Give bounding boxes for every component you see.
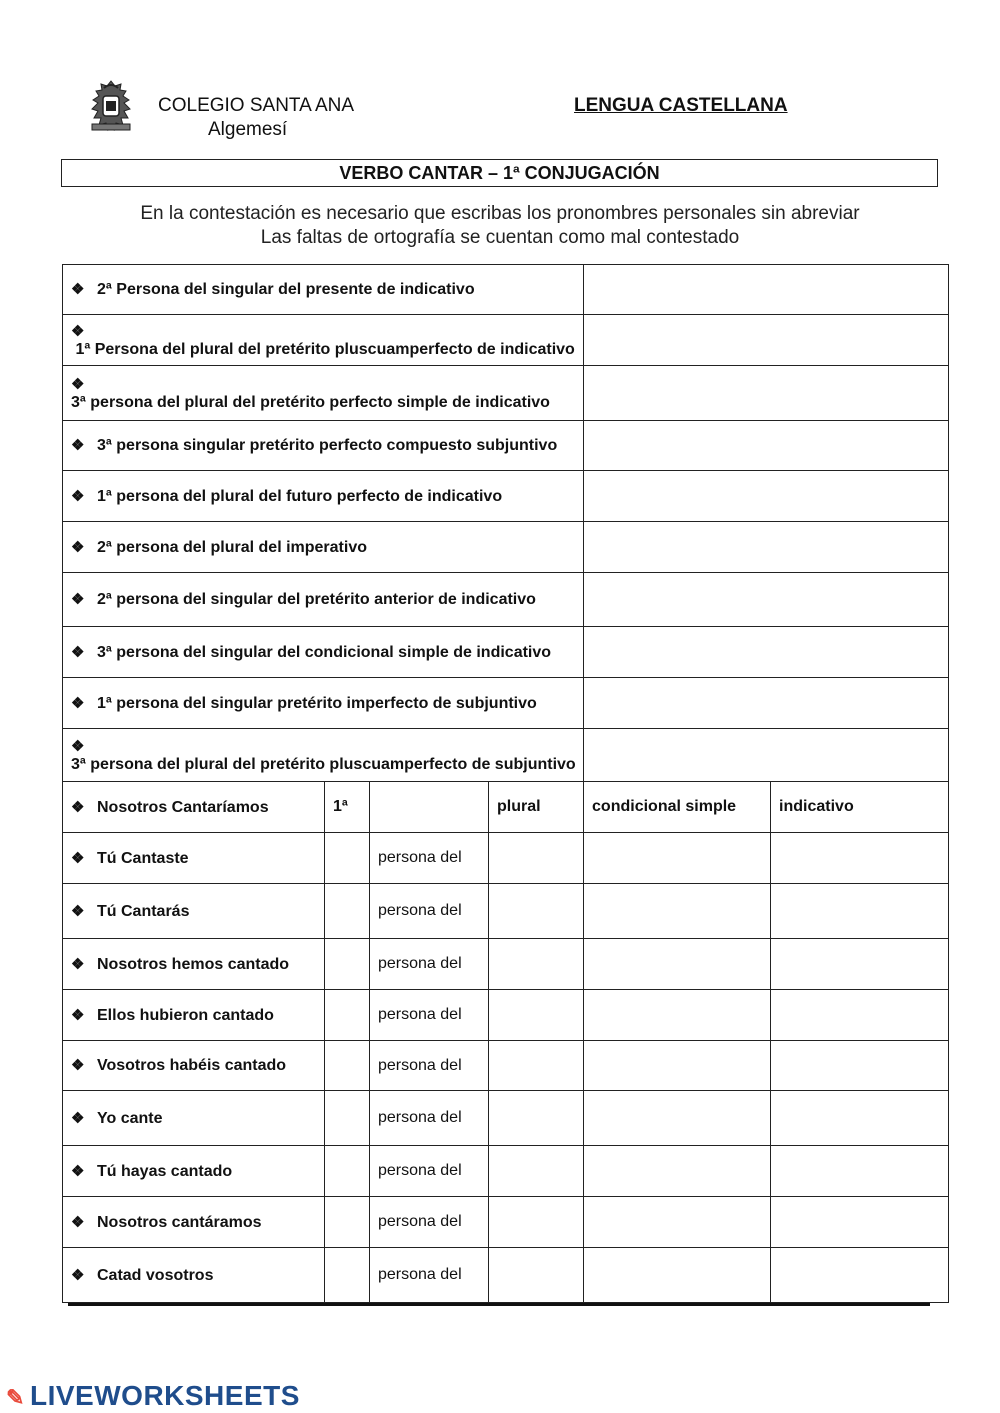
question-cell (63, 627, 584, 678)
numero-cell[interactable] (489, 1091, 584, 1146)
question-row (63, 315, 949, 366)
numero-cell[interactable] (489, 884, 584, 939)
question-text: 3ª persona del plural del pretérito perfecto simple de indicativo (71, 393, 550, 411)
answer-cell[interactable] (584, 366, 949, 421)
diamond-bullet-icon: ❖ (71, 1213, 85, 1231)
tiempo-cell[interactable]: condicional simple (584, 782, 771, 833)
diamond-bullet-icon: ❖ (71, 955, 85, 973)
question-cell (63, 265, 584, 315)
persona-label-cell: persona del (370, 833, 489, 884)
question-row (63, 678, 949, 729)
persona-cell[interactable] (325, 833, 370, 884)
verb-form-text: Ellos hubieron cantado (97, 1006, 274, 1024)
persona-cell[interactable] (325, 1091, 370, 1146)
modo-cell[interactable] (771, 1091, 949, 1146)
question-text: 1ª persona del plural del futuro perfecto de indicativo (97, 487, 503, 505)
diamond-bullet-icon: ❖ (71, 281, 85, 298)
question-cell (63, 471, 584, 522)
conjugation-table (62, 264, 949, 1303)
verb-form-cell (63, 833, 325, 884)
question-row (63, 522, 949, 573)
diamond-bullet-icon: ❖ (71, 902, 85, 920)
verb-form-row (63, 1091, 949, 1146)
question-text: 2ª persona del singular del pretérito anterior de indicativo (97, 591, 536, 608)
numero-cell[interactable] (489, 1041, 584, 1091)
school-name: COLEGIO SANTA ANA (158, 95, 355, 116)
answer-cell[interactable] (584, 678, 949, 729)
question-text: 3ª persona del singular del condicional simple de indicativo (97, 643, 552, 661)
diamond-bullet-icon: ❖ (71, 538, 85, 556)
answer-cell[interactable] (584, 421, 949, 471)
diamond-bullet-icon: ❖ (71, 1109, 85, 1127)
question-row (63, 265, 949, 315)
question-row (63, 471, 949, 522)
diamond-bullet-icon: ❖ (71, 1162, 85, 1180)
modo-cell[interactable] (771, 833, 949, 884)
worksheet-title: VERBO CANTAR – 1ª CONJUGACIÓN (61, 159, 938, 187)
diamond-bullet-icon: ❖ (71, 1006, 85, 1024)
question-text: 1ª Persona del plural del pretérito pluscuamperfecto de indicativo (71, 340, 575, 358)
tiempo-cell[interactable] (584, 939, 771, 990)
answer-cell[interactable] (584, 265, 949, 315)
modo-cell[interactable] (771, 1041, 949, 1091)
persona-label-cell: persona del (370, 1146, 489, 1197)
verb-form-text: Vosotros habéis cantado (97, 1057, 287, 1074)
diamond-bullet-icon: ❖ (71, 694, 85, 712)
modo-cell[interactable] (771, 1197, 949, 1248)
verb-form-cell (63, 884, 325, 939)
tiempo-cell[interactable] (584, 1091, 771, 1146)
persona-cell[interactable] (325, 939, 370, 990)
question-cell (63, 678, 584, 729)
tiempo-cell[interactable] (584, 1041, 771, 1091)
persona-label-cell (370, 782, 489, 833)
persona-label-cell: persona del (370, 1197, 489, 1248)
brand-text: LIVEWORKSHEETS (30, 1380, 300, 1411)
diamond-bullet-icon: ❖ (71, 322, 85, 340)
numero-cell[interactable] (489, 833, 584, 884)
verb-form-cell (63, 939, 325, 990)
verb-form-row (63, 1197, 949, 1248)
verb-form-cell (63, 1248, 325, 1303)
instruction-line-1: En la contestación es necesario que escribas los pronombres personales sin abreviar (140, 203, 860, 224)
question-row (63, 421, 949, 471)
answer-cell[interactable] (584, 627, 949, 678)
verb-form-cell (63, 782, 325, 833)
numero-cell[interactable] (489, 1197, 584, 1248)
tiempo-cell[interactable] (584, 833, 771, 884)
tiempo-cell[interactable] (584, 990, 771, 1041)
diamond-bullet-icon: ❖ (71, 1057, 85, 1074)
modo-cell[interactable] (771, 1248, 949, 1303)
persona-label-cell: persona del (370, 884, 489, 939)
tiempo-cell[interactable] (584, 884, 771, 939)
school-crest-icon (86, 78, 136, 134)
question-cell (63, 366, 584, 421)
diamond-bullet-icon: ❖ (71, 487, 85, 505)
question-row (63, 627, 949, 678)
verb-form-text: Tú Cantarás (97, 902, 190, 920)
persona-label-cell: persona del (370, 990, 489, 1041)
question-row (63, 573, 949, 627)
verb-form-row (63, 884, 949, 939)
answer-cell[interactable] (584, 315, 949, 366)
persona-cell[interactable] (325, 884, 370, 939)
numero-cell[interactable] (489, 1248, 584, 1303)
persona-cell[interactable] (325, 1146, 370, 1197)
answer-cell[interactable] (584, 729, 949, 782)
persona-label-cell: persona del (370, 1091, 489, 1146)
persona-cell[interactable]: 1ª (325, 782, 370, 833)
subject-title: LENGUA CASTELLANA (574, 95, 788, 116)
verb-form-text: Nosotros cantáramos (97, 1213, 262, 1231)
modo-cell[interactable] (771, 884, 949, 939)
persona-label-cell: persona del (370, 939, 489, 990)
footer-brand (6, 1380, 300, 1412)
persona-cell[interactable] (325, 990, 370, 1041)
answer-cell[interactable] (584, 471, 949, 522)
diamond-bullet-icon: ❖ (71, 643, 85, 661)
question-text: 2ª Persona del singular del presente de indicativo (97, 281, 475, 298)
diamond-bullet-icon: ❖ (71, 849, 85, 867)
verb-form-cell (63, 1041, 325, 1091)
verb-form-cell (63, 1146, 325, 1197)
liveworksheets-logo-icon: ✎ (6, 1385, 25, 1410)
tiempo-cell[interactable] (584, 1248, 771, 1303)
tiempo-cell[interactable] (584, 1197, 771, 1248)
question-cell (63, 573, 584, 627)
persona-label-cell: persona del (370, 1041, 489, 1091)
diamond-bullet-icon: ❖ (71, 737, 85, 755)
verb-form-text: Catad vosotros (97, 1266, 214, 1284)
tiempo-cell[interactable] (584, 1146, 771, 1197)
verb-form-row (63, 1146, 949, 1197)
school-town: Algemesí (208, 119, 288, 140)
answer-cell[interactable] (584, 573, 949, 627)
verb-form-row (63, 1248, 949, 1303)
verb-form-row (63, 782, 949, 833)
verb-form-text: Nosotros hemos cantado (97, 955, 290, 973)
diamond-bullet-icon: ❖ (71, 798, 85, 816)
numero-cell[interactable]: plural (489, 782, 584, 833)
instruction-line-2: Las faltas de ortografía se cuentan como mal contestado (260, 227, 740, 248)
question-text: 2ª persona del plural del imperativo (97, 538, 367, 556)
question-text: 3ª persona del plural del pretérito pluscuamperfecto de subjuntivo (71, 755, 576, 773)
verb-form-text: Yo cante (97, 1109, 163, 1127)
verb-form-text: Tú Cantaste (97, 849, 189, 867)
verb-form-cell (63, 1091, 325, 1146)
question-cell (63, 729, 584, 782)
question-text: 3ª persona singular pretérito perfecto compuesto subjuntivo (97, 437, 558, 454)
verb-form-row (63, 1041, 949, 1091)
question-cell (63, 315, 584, 366)
verb-form-row (63, 833, 949, 884)
verb-form-row (63, 939, 949, 990)
verb-form-text: Tú hayas cantado (97, 1162, 233, 1180)
bottom-rule (68, 1303, 930, 1306)
persona-label-cell: persona del (370, 1248, 489, 1303)
numero-cell[interactable] (489, 939, 584, 990)
question-cell (63, 421, 584, 471)
answer-cell[interactable] (584, 522, 949, 573)
question-cell (63, 522, 584, 573)
modo-cell[interactable] (771, 1146, 949, 1197)
persona-cell[interactable] (325, 1248, 370, 1303)
question-row (63, 729, 949, 782)
diamond-bullet-icon: ❖ (71, 591, 85, 608)
question-text: 1ª persona del singular pretérito imperfecto de subjuntivo (97, 694, 537, 712)
question-row (63, 366, 949, 421)
modo-cell[interactable] (771, 939, 949, 990)
diamond-bullet-icon: ❖ (71, 437, 85, 454)
diamond-bullet-icon: ❖ (71, 1266, 85, 1284)
persona-cell[interactable] (325, 1041, 370, 1091)
diamond-bullet-icon: ❖ (71, 375, 85, 393)
verb-form-cell (63, 990, 325, 1041)
numero-cell[interactable] (489, 1146, 584, 1197)
persona-cell[interactable] (325, 1197, 370, 1248)
verb-form-text: Nosotros Cantaríamos (97, 798, 269, 816)
verb-form-cell (63, 1197, 325, 1248)
numero-cell[interactable] (489, 990, 584, 1041)
modo-cell[interactable]: indicativo (771, 782, 949, 833)
modo-cell[interactable] (771, 990, 949, 1041)
verb-form-row (63, 990, 949, 1041)
